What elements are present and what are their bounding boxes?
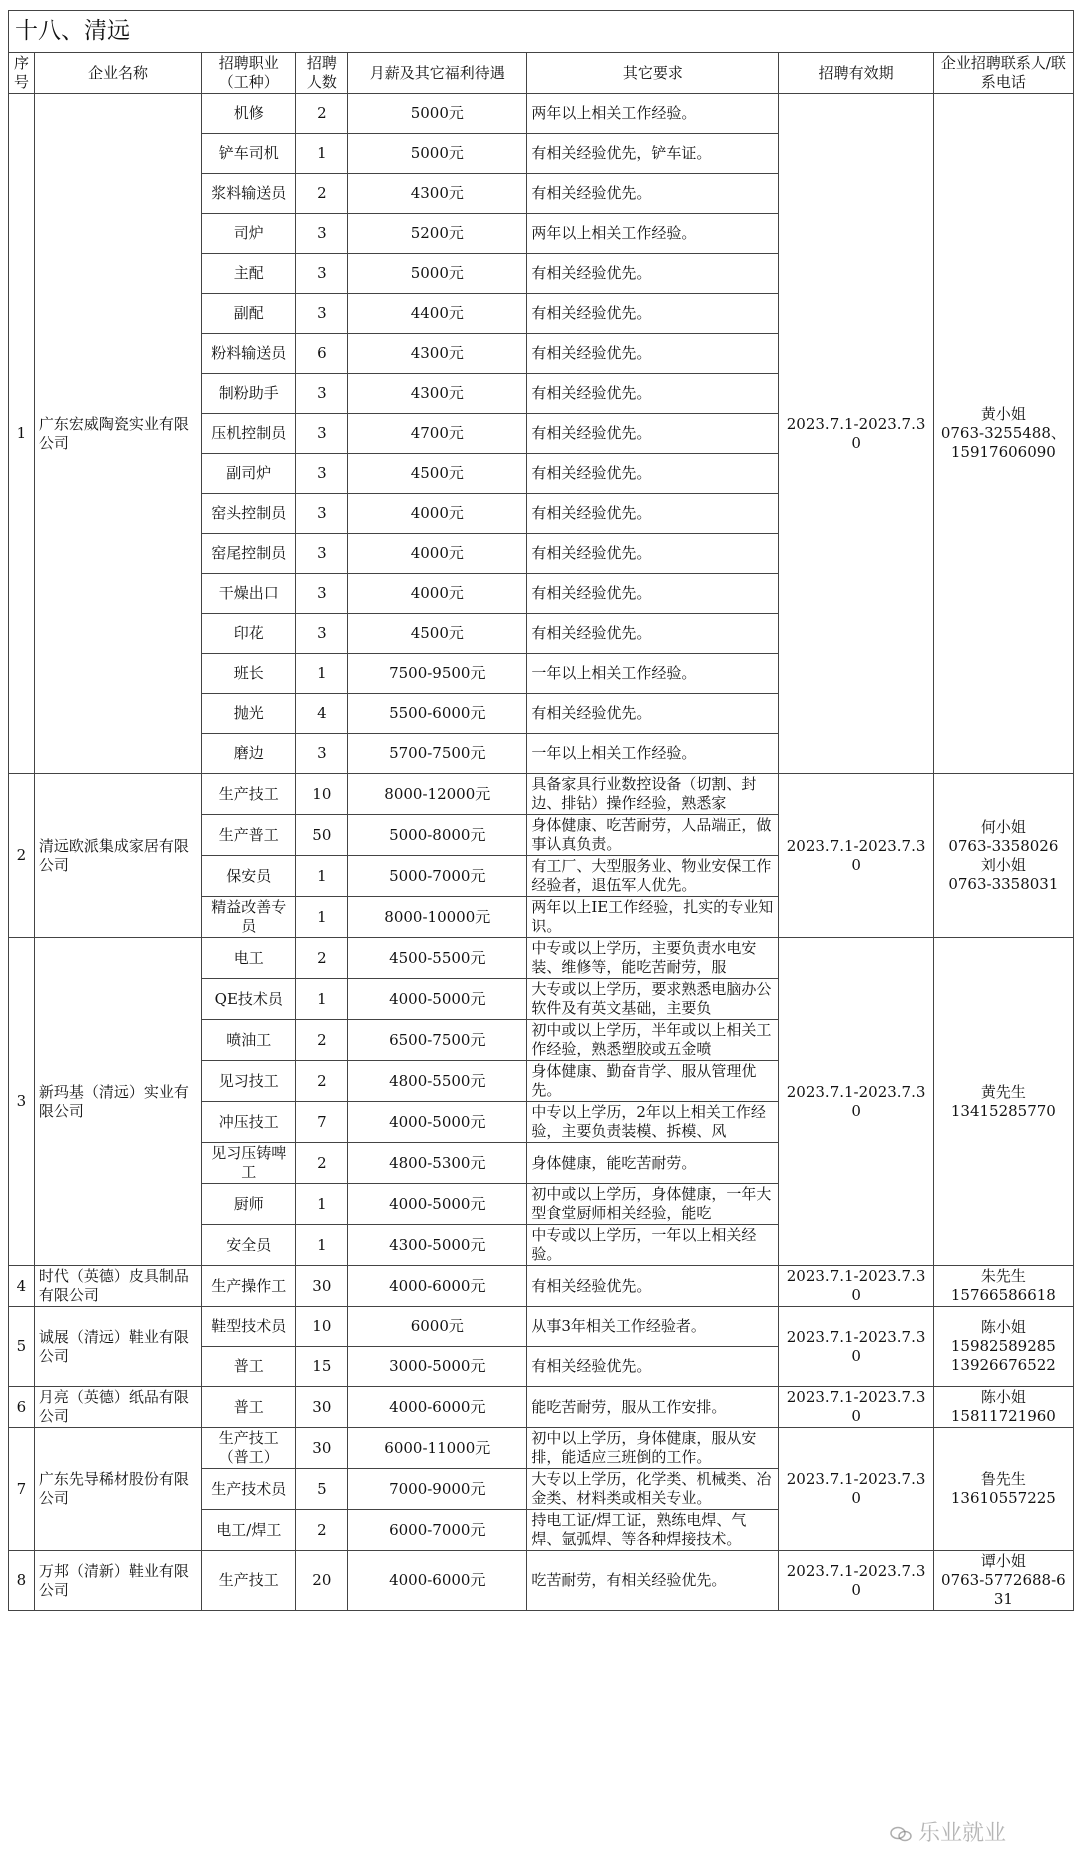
job-salary: 4500元 bbox=[348, 454, 527, 494]
table-row bbox=[9, 1266, 1074, 1307]
job-salary: 4000-5000元 bbox=[348, 979, 527, 1020]
job-requirements-text: 有相关经验优先。 bbox=[531, 344, 652, 362]
job-requirements-text: 一年以上相关工作经验。 bbox=[531, 744, 697, 762]
job-title: 制粉助手 bbox=[202, 374, 296, 414]
job-count: 3 bbox=[296, 254, 348, 294]
job-requirements-text: 初中以上学历，身体健康，服从安排，能适应三班倒的工作。 bbox=[531, 1429, 757, 1466]
table-row bbox=[9, 94, 1074, 134]
job-requirements-text: 有相关经验优先。 bbox=[531, 384, 652, 402]
job-salary: 6500-7500元 bbox=[348, 1020, 527, 1061]
recruit-period: 2023.7.1-2023.7.30 bbox=[779, 938, 933, 1266]
job-requirements-text: 大专以上学历，化学类、机械类、冶金类、材料类或相关专业。 bbox=[531, 1470, 772, 1507]
job-title: 生产普工 bbox=[202, 815, 296, 856]
job-count: 2 bbox=[296, 938, 348, 979]
job-salary: 6000-11000元 bbox=[348, 1428, 527, 1469]
job-title: 见习压铸啤工 bbox=[202, 1143, 296, 1184]
job-requirements bbox=[527, 1551, 779, 1611]
job-salary: 4300元 bbox=[348, 174, 527, 214]
job-count: 10 bbox=[296, 774, 348, 815]
header-seq: 序号 bbox=[9, 53, 35, 94]
job-count: 7 bbox=[296, 1102, 348, 1143]
recruitment-table bbox=[8, 52, 1074, 1611]
job-salary: 4500-5500元 bbox=[348, 938, 527, 979]
job-title: 粉料输送员 bbox=[202, 334, 296, 374]
recruit-period: 2023.7.1-2023.7.30 bbox=[779, 94, 933, 774]
table-body bbox=[9, 94, 1074, 1611]
job-title: 压机控制员 bbox=[202, 414, 296, 454]
job-count: 2 bbox=[296, 174, 348, 214]
job-salary: 6000元 bbox=[348, 1307, 527, 1347]
job-salary: 5500-6000元 bbox=[348, 694, 527, 734]
job-count: 30 bbox=[296, 1387, 348, 1428]
job-requirements-text: 有相关经验优先。 bbox=[531, 584, 652, 602]
job-requirements-text: 有相关经验优先。 bbox=[531, 264, 652, 282]
job-requirements-text: 有相关经验优先。 bbox=[531, 704, 652, 722]
job-count: 10 bbox=[296, 1307, 348, 1347]
job-requirements bbox=[527, 134, 779, 174]
job-requirements-text: 有相关经验优先。 bbox=[531, 544, 652, 562]
job-salary: 4000元 bbox=[348, 574, 527, 614]
job-count: 4 bbox=[296, 694, 348, 734]
job-salary: 4300-5000元 bbox=[348, 1225, 527, 1266]
company-seq: 6 bbox=[9, 1387, 35, 1428]
job-requirements-text: 有相关经验优先。 bbox=[531, 464, 652, 482]
job-requirements-text: 大专或以上学历，要求熟悉电脑办公软件及有英文基础，主要负 bbox=[531, 980, 772, 1017]
company-contact: 谭小姐 0763-5772688-631 bbox=[933, 1551, 1073, 1611]
job-count: 20 bbox=[296, 1551, 348, 1611]
job-title: 铲车司机 bbox=[202, 134, 296, 174]
header-company: 企业名称 bbox=[34, 53, 201, 94]
job-count: 30 bbox=[296, 1266, 348, 1307]
job-title: 生产技工 bbox=[202, 774, 296, 815]
job-title: 班长 bbox=[202, 654, 296, 694]
job-requirements-text: 有相关经验优先。 bbox=[531, 1276, 652, 1295]
job-requirements bbox=[527, 454, 779, 494]
company-name: 月亮（英德）纸品有限公司 bbox=[34, 1387, 201, 1428]
job-count: 3 bbox=[296, 214, 348, 254]
job-requirements bbox=[527, 414, 779, 454]
job-requirements-text: 中专以上学历，2年以上相关工作经验，主要负责装模、拆模、风 bbox=[531, 1103, 766, 1140]
job-count: 1 bbox=[296, 1225, 348, 1266]
job-salary: 5000元 bbox=[348, 94, 527, 134]
job-count: 3 bbox=[296, 454, 348, 494]
job-title: 主配 bbox=[202, 254, 296, 294]
job-salary: 5000元 bbox=[348, 134, 527, 174]
company-name: 新玛基（清远）实业有限公司 bbox=[34, 938, 201, 1266]
job-title: 窑尾控制员 bbox=[202, 534, 296, 574]
job-title: 机修 bbox=[202, 94, 296, 134]
job-salary: 4300元 bbox=[348, 334, 527, 374]
job-title: 安全员 bbox=[202, 1225, 296, 1266]
job-count: 1 bbox=[296, 654, 348, 694]
job-title: 保安员 bbox=[202, 856, 296, 897]
job-salary: 4000-5000元 bbox=[348, 1102, 527, 1143]
company-seq: 7 bbox=[9, 1428, 35, 1551]
company-name: 万邦（清新）鞋业有限公司 bbox=[34, 1551, 201, 1611]
job-requirements-text: 一年以上相关工作经验。 bbox=[531, 664, 697, 682]
job-requirements-text: 有相关经验优先。 bbox=[531, 1357, 652, 1375]
job-title: 磨边 bbox=[202, 734, 296, 774]
table-row bbox=[9, 938, 1074, 979]
job-requirements bbox=[527, 254, 779, 294]
job-requirements-text: 有工厂、大型服务业、物业安保工作经验者，退伍军人优先。 bbox=[531, 857, 772, 894]
job-requirements bbox=[527, 979, 779, 1020]
job-requirements bbox=[527, 1102, 779, 1143]
header-contact: 企业招聘联系人/联系电话 bbox=[933, 53, 1073, 94]
job-requirements bbox=[527, 774, 779, 815]
job-count: 50 bbox=[296, 815, 348, 856]
recruit-period: 2023.7.1-2023.7.30 bbox=[779, 1307, 933, 1387]
company-contact: 黄先生 13415285770 bbox=[933, 938, 1073, 1266]
company-seq: 2 bbox=[9, 774, 35, 938]
job-salary: 4300元 bbox=[348, 374, 527, 414]
job-title: 生产技工 bbox=[202, 1551, 296, 1611]
job-count: 1 bbox=[296, 1184, 348, 1225]
job-title: 厨师 bbox=[202, 1184, 296, 1225]
job-title: 见习技工 bbox=[202, 1061, 296, 1102]
chat-bubble-icon bbox=[890, 1826, 912, 1842]
company-contact: 朱先生 15766586618 bbox=[933, 1266, 1073, 1307]
company-contact: 何小姐 0763-3358026 刘小姐 0763-3358031 bbox=[933, 774, 1073, 938]
job-requirements bbox=[527, 294, 779, 334]
job-requirements-text: 有相关经验优先。 bbox=[531, 184, 652, 202]
job-requirements bbox=[527, 494, 779, 534]
job-requirements-text: 吃苦耐劳，有相关经验优先。 bbox=[531, 1571, 727, 1589]
job-requirements bbox=[527, 938, 779, 979]
job-count: 6 bbox=[296, 334, 348, 374]
job-count: 1 bbox=[296, 979, 348, 1020]
job-requirements-text: 初中或以上学历，半年或以上相关工作经验，熟悉塑胶或五金喷 bbox=[531, 1021, 772, 1058]
job-count: 3 bbox=[296, 734, 348, 774]
table-header-row bbox=[9, 53, 1074, 94]
company-seq: 8 bbox=[9, 1551, 35, 1611]
job-salary: 8000-12000元 bbox=[348, 774, 527, 815]
table-row bbox=[9, 1551, 1074, 1611]
job-count: 3 bbox=[296, 614, 348, 654]
job-title: 生产操作工 bbox=[202, 1266, 296, 1307]
job-title: QE技术员 bbox=[202, 979, 296, 1020]
job-requirements bbox=[527, 1184, 779, 1225]
job-requirements-text: 身体健康、吃苦耐劳，人品端正，做事认真负责。 bbox=[531, 816, 772, 853]
header-salary: 月薪及其它福利待遇 bbox=[348, 53, 527, 94]
job-requirements-text: 中专或以上学历，一年以上相关经验。 bbox=[531, 1226, 757, 1263]
company-seq: 5 bbox=[9, 1307, 35, 1387]
company-name: 广东宏威陶瓷实业有限公司 bbox=[34, 94, 201, 774]
company-contact: 鲁先生 13610557225 bbox=[933, 1428, 1073, 1551]
job-requirements-text: 有相关经验优先。 bbox=[531, 504, 652, 522]
job-count: 15 bbox=[296, 1347, 348, 1387]
job-salary: 5000-8000元 bbox=[348, 815, 527, 856]
job-requirements-text: 有相关经验优先。 bbox=[531, 624, 652, 642]
job-count: 30 bbox=[296, 1428, 348, 1469]
job-requirements-text: 中专或以上学历，主要负责水电安装、维修等，能吃苦耐劳，服 bbox=[531, 939, 757, 976]
company-contact: 陈小姐 15982589285 13926676522 bbox=[933, 1307, 1073, 1387]
job-title: 精益改善专员 bbox=[202, 897, 296, 938]
job-requirements bbox=[527, 534, 779, 574]
job-salary: 4000-5000元 bbox=[348, 1184, 527, 1225]
job-count: 3 bbox=[296, 534, 348, 574]
job-title: 电工/焊工 bbox=[202, 1510, 296, 1551]
company-seq: 1 bbox=[9, 94, 35, 774]
company-seq: 4 bbox=[9, 1266, 35, 1307]
job-count: 3 bbox=[296, 374, 348, 414]
recruit-period: 2023.7.1-2023.7.30 bbox=[779, 1266, 933, 1307]
job-salary: 5000元 bbox=[348, 254, 527, 294]
job-requirements bbox=[527, 1307, 779, 1347]
job-requirements bbox=[527, 374, 779, 414]
job-requirements bbox=[527, 1428, 779, 1469]
job-requirements bbox=[527, 574, 779, 614]
job-count: 3 bbox=[296, 494, 348, 534]
job-title: 浆料输送员 bbox=[202, 174, 296, 214]
job-requirements-text: 持电工证/焊工证，熟练电焊、气焊、氩弧焊、等各种焊接技术。 bbox=[531, 1511, 747, 1548]
job-salary: 5000-7000元 bbox=[348, 856, 527, 897]
job-requirements-text: 从事3年相关工作经验者。 bbox=[531, 1317, 706, 1335]
header-period: 招聘有效期 bbox=[779, 53, 933, 94]
job-title: 印花 bbox=[202, 614, 296, 654]
job-requirements-text: 身体健康，能吃苦耐劳。 bbox=[531, 1153, 697, 1172]
job-title: 鞋型技术员 bbox=[202, 1307, 296, 1347]
job-requirements bbox=[527, 856, 779, 897]
job-requirements-text: 有相关经验优先。 bbox=[531, 424, 652, 442]
job-title: 冲压技工 bbox=[202, 1102, 296, 1143]
job-count: 1 bbox=[296, 856, 348, 897]
job-requirements bbox=[527, 1469, 779, 1510]
table-row bbox=[9, 1428, 1074, 1469]
job-title: 窑头控制员 bbox=[202, 494, 296, 534]
job-count: 3 bbox=[296, 294, 348, 334]
table-row bbox=[9, 1307, 1074, 1347]
table-row bbox=[9, 774, 1074, 815]
recruit-period: 2023.7.1-2023.7.30 bbox=[779, 1428, 933, 1551]
job-requirements-text: 两年以上相关工作经验。 bbox=[531, 104, 697, 122]
job-count: 3 bbox=[296, 574, 348, 614]
job-salary: 4800-5500元 bbox=[348, 1061, 527, 1102]
job-count: 2 bbox=[296, 94, 348, 134]
job-requirements-text: 具备家具行业数控设备（切割、封边、排钻）操作经验，熟悉家 bbox=[531, 775, 757, 812]
job-requirements bbox=[527, 1347, 779, 1387]
job-title: 干燥出口 bbox=[202, 574, 296, 614]
job-salary: 8000-10000元 bbox=[348, 897, 527, 938]
company-contact: 黄小姐 0763-3255488、 15917606090 bbox=[933, 94, 1073, 774]
job-title: 喷油工 bbox=[202, 1020, 296, 1061]
job-count: 1 bbox=[296, 897, 348, 938]
job-requirements bbox=[527, 694, 779, 734]
job-salary: 7000-9000元 bbox=[348, 1469, 527, 1510]
job-salary: 6000-7000元 bbox=[348, 1510, 527, 1551]
table-row bbox=[9, 1387, 1074, 1428]
job-requirements-text: 两年以上相关工作经验。 bbox=[531, 224, 697, 242]
job-requirements bbox=[527, 214, 779, 254]
company-name: 清远欧派集成家居有限公司 bbox=[34, 774, 201, 938]
job-requirements bbox=[527, 1143, 779, 1184]
job-salary: 4000-6000元 bbox=[348, 1551, 527, 1611]
job-requirements bbox=[527, 334, 779, 374]
job-requirements-text: 有相关经验优先。 bbox=[531, 304, 652, 322]
job-requirements-text: 身体健康、勤奋肯学、服从管理优先。 bbox=[531, 1062, 757, 1099]
job-requirements bbox=[527, 1225, 779, 1266]
job-count: 5 bbox=[296, 1469, 348, 1510]
job-requirements bbox=[527, 897, 779, 938]
job-salary: 5700-7500元 bbox=[348, 734, 527, 774]
job-title: 生产技工（普工） bbox=[202, 1428, 296, 1469]
job-requirements bbox=[527, 654, 779, 694]
job-salary: 4700元 bbox=[348, 414, 527, 454]
header-count: 招聘人数 bbox=[296, 53, 348, 94]
job-title: 副司炉 bbox=[202, 454, 296, 494]
header-job: 招聘职业（工种） bbox=[202, 53, 296, 94]
job-count: 2 bbox=[296, 1143, 348, 1184]
job-salary: 4000元 bbox=[348, 534, 527, 574]
company-name: 时代（英德）皮具制品有限公司 bbox=[34, 1266, 201, 1307]
job-requirements bbox=[527, 174, 779, 214]
job-count: 1 bbox=[296, 134, 348, 174]
company-seq: 3 bbox=[9, 938, 35, 1266]
job-count: 2 bbox=[296, 1020, 348, 1061]
job-count: 2 bbox=[296, 1061, 348, 1102]
job-salary: 4000-6000元 bbox=[348, 1387, 527, 1428]
job-salary: 4500元 bbox=[348, 614, 527, 654]
job-title: 生产技术员 bbox=[202, 1469, 296, 1510]
company-name: 诚展（清远）鞋业有限公司 bbox=[34, 1307, 201, 1387]
job-requirements-text: 两年以上IE工作经验，扎实的专业知识。 bbox=[531, 898, 774, 935]
job-title: 副配 bbox=[202, 294, 296, 334]
job-salary: 3000-5000元 bbox=[348, 1347, 527, 1387]
job-requirements bbox=[527, 1387, 779, 1428]
job-salary: 5200元 bbox=[348, 214, 527, 254]
job-requirements-text: 初中或以上学历，身体健康，一年大型食堂厨师相关经验，能吃 bbox=[531, 1185, 772, 1222]
watermark bbox=[890, 1816, 1006, 1847]
header-requirements: 其它要求 bbox=[527, 53, 779, 94]
recruit-period: 2023.7.1-2023.7.30 bbox=[779, 774, 933, 938]
job-count: 3 bbox=[296, 414, 348, 454]
job-requirements bbox=[527, 734, 779, 774]
job-salary: 7500-9500元 bbox=[348, 654, 527, 694]
job-count: 2 bbox=[296, 1510, 348, 1551]
job-requirements bbox=[527, 1020, 779, 1061]
job-salary: 4000-6000元 bbox=[348, 1266, 527, 1307]
recruit-period: 2023.7.1-2023.7.30 bbox=[779, 1551, 933, 1611]
company-name: 广东先导稀材股份有限公司 bbox=[34, 1428, 201, 1551]
job-requirements bbox=[527, 94, 779, 134]
job-salary: 4400元 bbox=[348, 294, 527, 334]
company-contact: 陈小姐 15811721960 bbox=[933, 1387, 1073, 1428]
job-title: 电工 bbox=[202, 938, 296, 979]
job-title: 抛光 bbox=[202, 694, 296, 734]
job-requirements bbox=[527, 1510, 779, 1551]
section-title: 十八、清远 bbox=[8, 10, 1074, 52]
recruit-period: 2023.7.1-2023.7.30 bbox=[779, 1387, 933, 1428]
job-requirements-text: 能吃苦耐劳，服从工作安排。 bbox=[531, 1397, 727, 1416]
job-requirements bbox=[527, 1061, 779, 1102]
job-title: 司炉 bbox=[202, 214, 296, 254]
job-requirements bbox=[527, 1266, 779, 1307]
job-title: 普工 bbox=[202, 1387, 296, 1428]
job-salary: 4000元 bbox=[348, 494, 527, 534]
job-requirements-text: 有相关经验优先，铲车证。 bbox=[531, 144, 712, 162]
job-requirements bbox=[527, 614, 779, 654]
job-requirements bbox=[527, 815, 779, 856]
job-title: 普工 bbox=[202, 1347, 296, 1387]
watermark-text: 乐业就业 bbox=[918, 1821, 1007, 1846]
job-salary: 4800-5300元 bbox=[348, 1143, 527, 1184]
